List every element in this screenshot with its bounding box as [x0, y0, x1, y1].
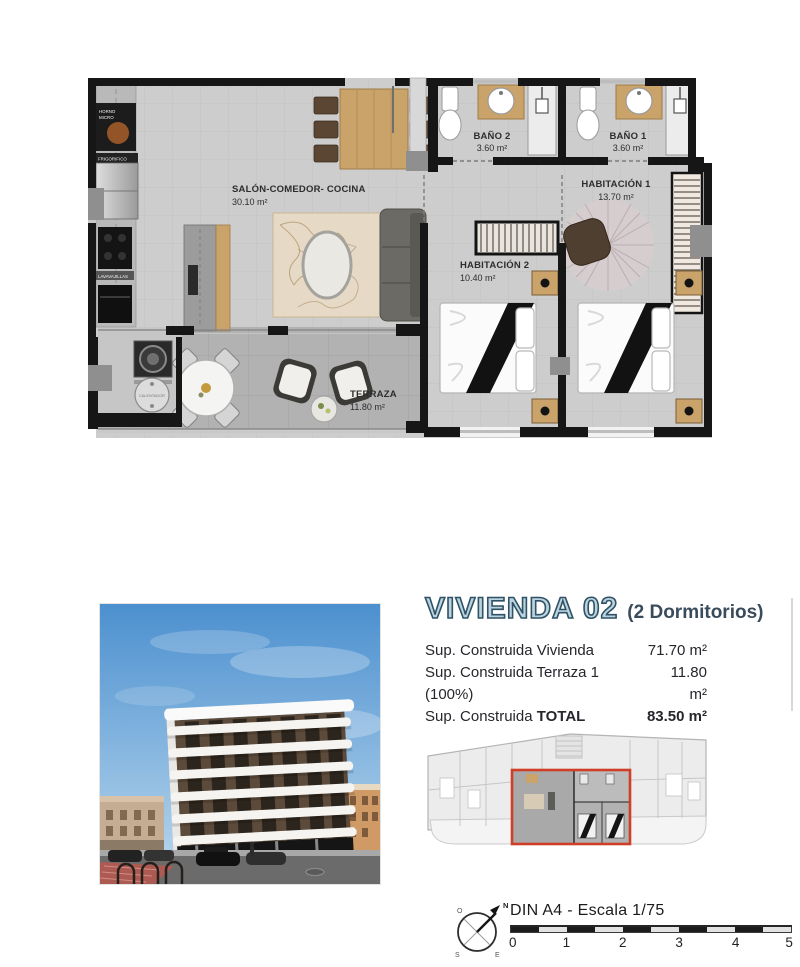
spec-row: Sup. Construida Terraza 1 (100%) 11.80 m²	[425, 664, 707, 703]
fridge-label: FRIGORIFICO	[98, 156, 127, 162]
toilet	[439, 110, 461, 140]
scale-label: DIN A4 - Escala 1/75	[510, 902, 665, 919]
svg-text:13.70 m²: 13.70 m²	[598, 192, 634, 202]
salon-label: SALÓN-COMEDOR- COCINA	[232, 184, 366, 195]
key-plan	[420, 720, 712, 860]
page-edge-rule	[791, 598, 793, 711]
horno-label: HORNO	[99, 109, 116, 114]
svg-text:MICRO: MICRO	[99, 115, 114, 120]
bano2-label: BAÑO 2	[473, 131, 511, 142]
scale-numbers: 0 1 2 3 4 5	[509, 935, 793, 950]
svg-text:11.80 m²: 11.80 m²	[350, 402, 385, 412]
main-building	[164, 699, 362, 871]
svg-text:30.10 m²: 30.10 m²	[232, 197, 268, 207]
sofa	[380, 209, 426, 321]
toilet	[577, 110, 599, 140]
hab2-label: HABITACIÓN 2	[460, 260, 530, 271]
scale-bar-block	[510, 902, 792, 951]
closet	[478, 224, 556, 252]
svg-text:10.40 m²: 10.40 m²	[460, 273, 496, 283]
bano1-label: BAÑO 1	[609, 131, 647, 142]
compass-south-label: S	[455, 952, 460, 959]
living-rug	[273, 213, 381, 317]
svg-text:3.60 m²: 3.60 m²	[612, 143, 644, 153]
side-table	[311, 396, 337, 422]
building-photo	[100, 604, 380, 884]
shaft	[410, 78, 426, 153]
compass-east-label: E	[495, 952, 500, 959]
spec-row-total: Sup. Construida TOTAL 83.50 m²	[425, 708, 707, 725]
unit-subtitle: (2 Dormitorios)	[627, 602, 764, 623]
svg-text:3.60 m²: 3.60 m²	[476, 143, 508, 153]
oven	[98, 285, 132, 323]
key-plan-stairs	[556, 736, 582, 758]
unit-info	[425, 592, 764, 728]
compass-north-label: N	[503, 901, 509, 910]
terraza-label: TERRAZA	[350, 389, 397, 400]
heater-label: CALENTADOR	[139, 394, 165, 398]
unit-title-line	[425, 592, 764, 626]
key-plan-highlight-unit	[512, 770, 630, 844]
hab1-label: HABITACIÓN 1	[581, 179, 651, 190]
coffee-table	[303, 232, 351, 298]
spec-row: Sup. Construida Vivienda 71.70 m²	[425, 642, 707, 659]
dishwasher-label: LAVAVAJILLAS	[98, 274, 128, 279]
floorplan-drawing	[88, 75, 720, 447]
spec-table	[425, 640, 707, 728]
cooktop	[98, 227, 132, 269]
scale-bar	[510, 925, 792, 933]
unit-title: VIVIENDA 02	[425, 592, 619, 625]
compass-west-label: O	[457, 908, 463, 915]
floorplan	[88, 75, 720, 447]
compass	[443, 896, 519, 960]
tv-sideboard	[184, 225, 230, 331]
